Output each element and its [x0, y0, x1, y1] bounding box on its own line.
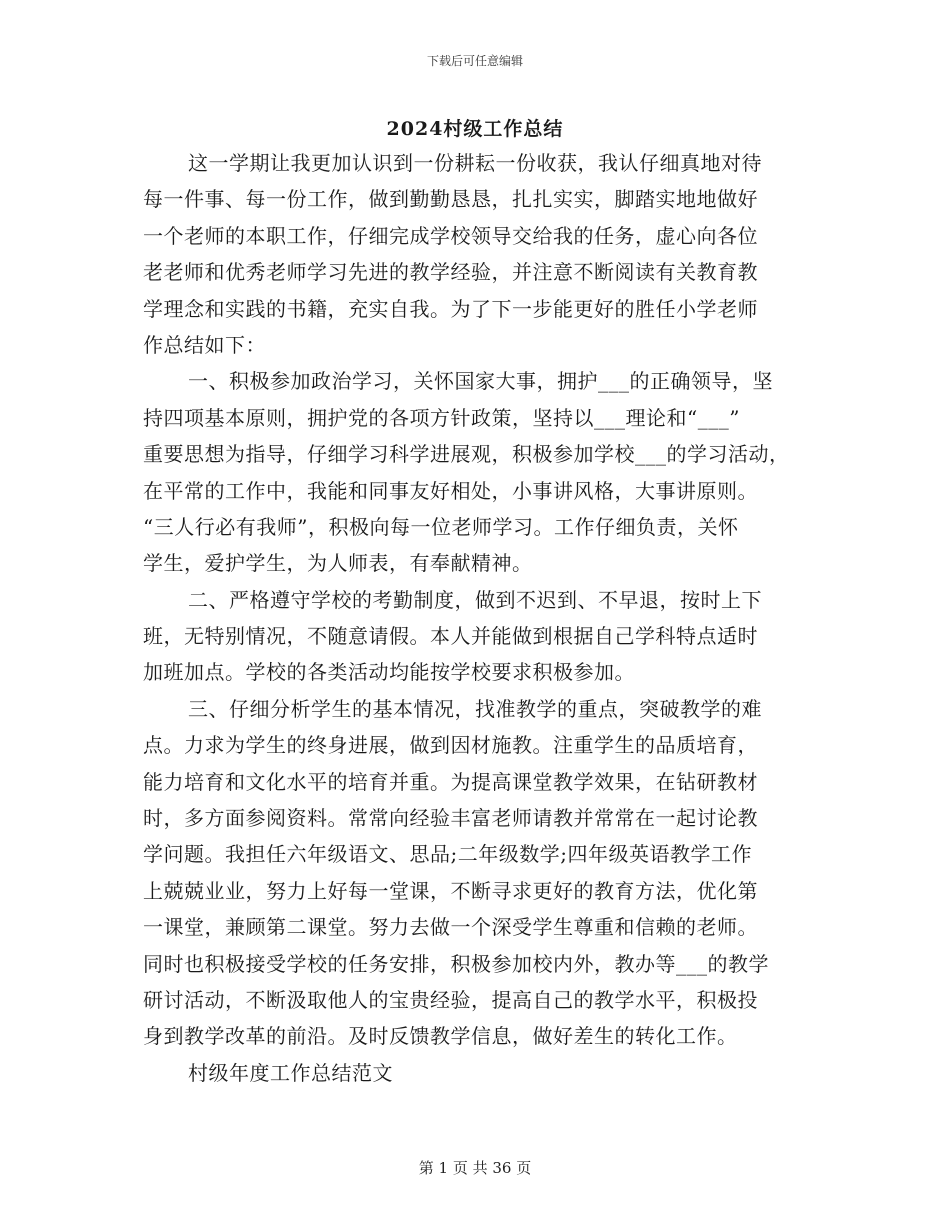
document-title: 2024村级工作总结	[386, 118, 564, 140]
page-number: 第 1 页 共 36 页	[418, 1159, 532, 1177]
text-line: 三、仔细分析学生的基本情况，找准教学的重点，突破教学的难	[188, 696, 762, 721]
text-line: 这一学期让我更加认识到一份耕耘一份收获，我认仔细真地对待	[188, 151, 762, 175]
text-line: 老老师和优秀老师学习先进的教学经验，并注意不断阅读有关教育教	[143, 260, 758, 285]
section-heading: 村级年度工作总结范文	[188, 1060, 393, 1085]
text-line: 研讨活动，不断汲取他人的宝贵经验，提高自己的教学水平，积极投	[143, 987, 758, 1012]
text-line: 学生，爱护学生，为人师表，有奉献精神。	[143, 551, 533, 576]
text-line: 在平常的工作中，我能和同事友好相处，小事讲风格，大事讲原则。	[143, 478, 758, 503]
page-header-note: 下载后可任意编辑	[426, 54, 523, 68]
text-line: 上兢兢业业，努力上好每一堂课，不断寻求更好的教育方法，优化第	[143, 878, 758, 903]
text-line: 重要思想为指导，仔细学习科学进展观，积极参加学校___的学习活动，	[143, 442, 790, 467]
text-line: 身到教学改革的前沿。及时反馈教学信息，做好差生的转化工作。	[143, 1024, 738, 1049]
document-body	[143, 145, 815, 1091]
text-line: 学问题。我担任六年级语文、思品;二年级数学;四年级英语教学工作	[143, 842, 752, 867]
text-line: 一、积极参加政治学习，关怀国家大事，拥护___的正确领导，坚	[188, 369, 773, 394]
text-line: 同时也积极接受学校的任务安排，积极参加校内外，教办等___的教学	[143, 951, 769, 976]
text-line: 二、严格遵守学校的考勤制度，做到不迟到、不早退，按时上下	[188, 587, 762, 612]
text-line: 持四项基本原则，拥护党的各项方针政策，坚持以___理论和“___”	[143, 405, 740, 430]
text-line: 加班加点。学校的各类活动均能按学校要求积极参加。	[143, 660, 635, 685]
text-line: “三人行必有我师”，积极向每一位老师学习。工作仔细负责，关怀	[143, 514, 739, 539]
text-line: 一课堂，兼顾第二课堂。努力去做一个深受学生尊重和信赖的老师。	[143, 915, 758, 940]
text-line: 作总结如下：	[143, 332, 266, 357]
text-line: 能力培育和文化水平的培育并重。为提高课堂教学效果，在钻研教材	[143, 769, 758, 794]
text-line: 时，多方面参阅资料。常常向经验丰富老师请教并常常在一起讨论教	[143, 806, 758, 831]
text-line: 班，无特别情况，不随意请假。本人并能做到根据自己学科特点适时	[143, 624, 758, 649]
text-line: 每一件事、每一份工作，做到勤勤恳恳，扎扎实实，脚踏实地地做好	[143, 187, 758, 212]
text-line: 点。力求为学生的终身进展，做到因材施教。注重学生的品质培育，	[143, 733, 758, 758]
text-line: 学理念和实践的书籍，充实自我。为了下一步能更好的胜任小学老师	[143, 296, 758, 321]
text-line: 一个老师的本职工作，仔细完成学校领导交给我的任务，虚心向各位	[143, 223, 758, 248]
